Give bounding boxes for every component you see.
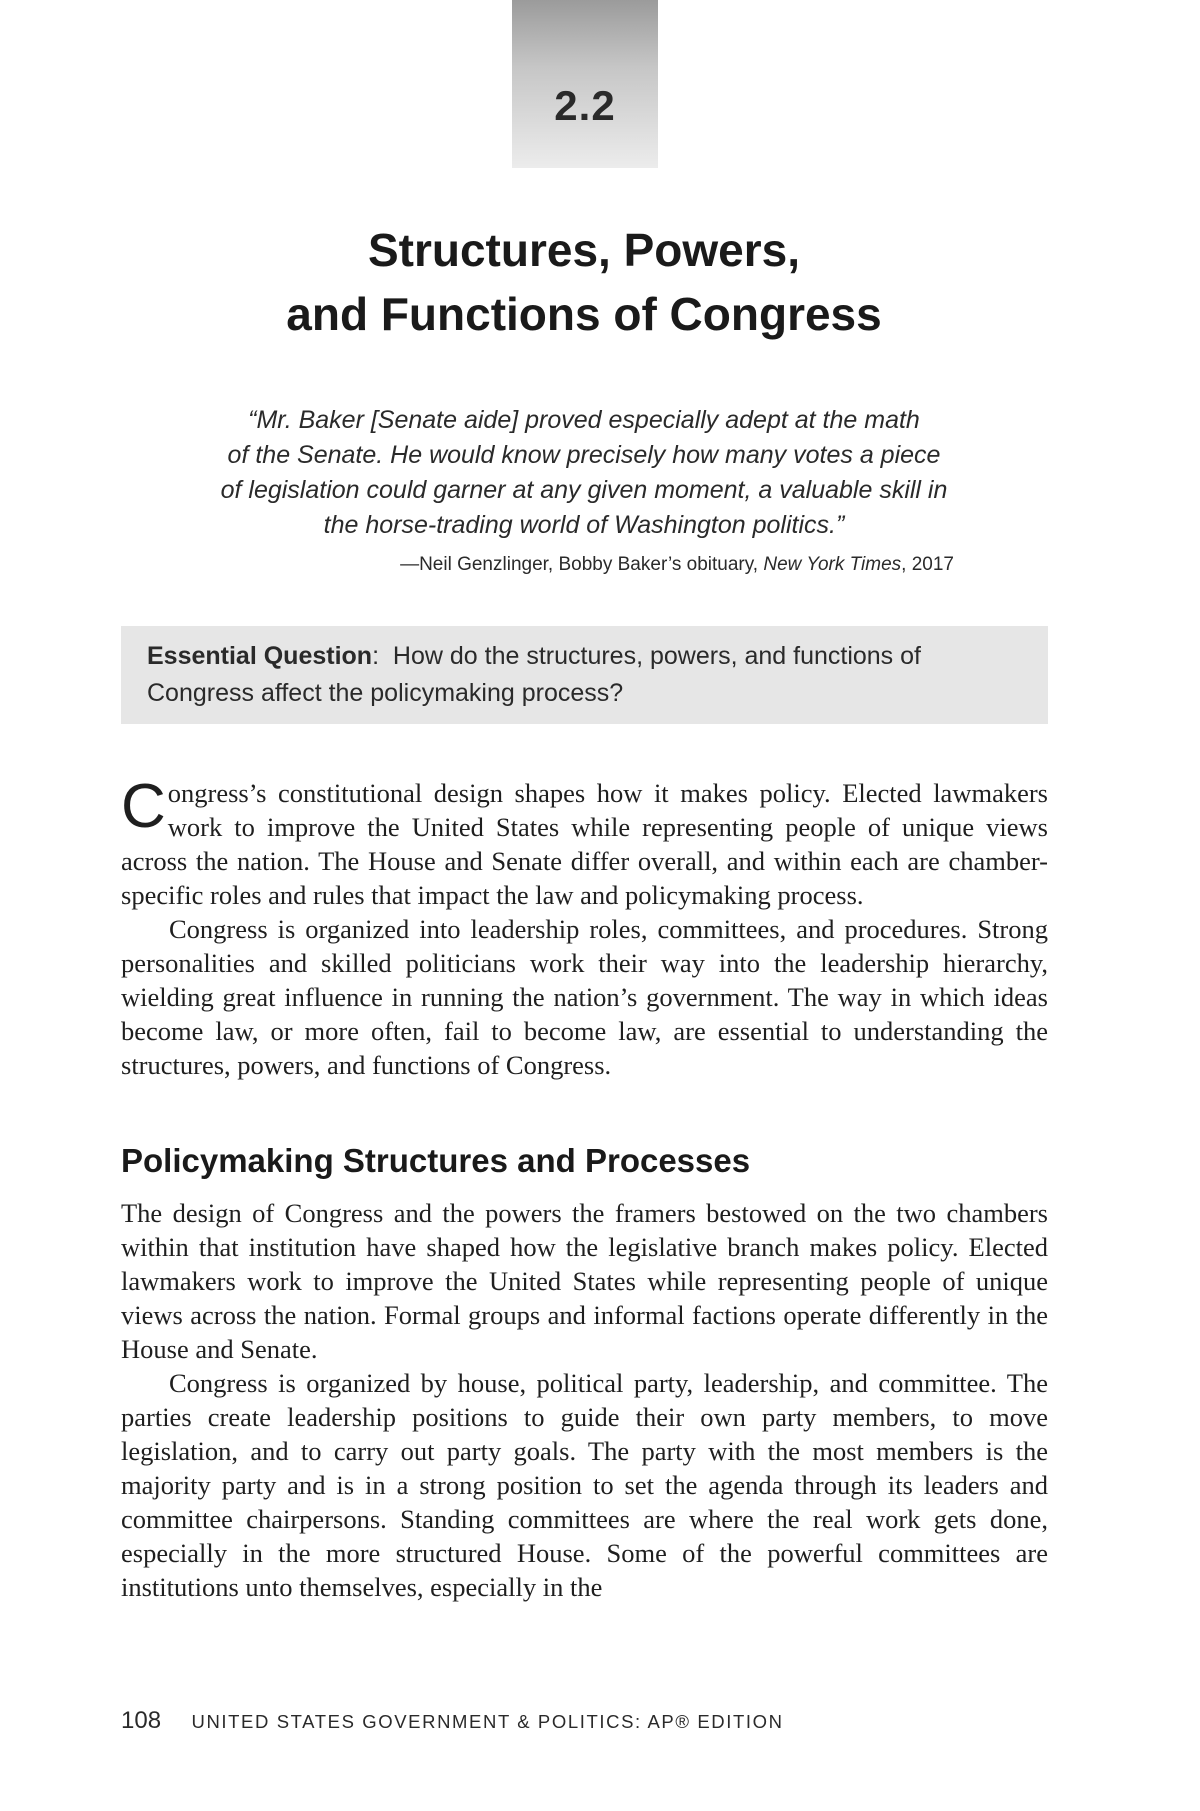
intro-text	[121, 772, 1048, 1082]
chapter-title-line-2: and Functions of Congress	[286, 288, 882, 340]
book-title: UNITED STATES GOVERNMENT & POLITICS: AP® EDITION	[191, 1711, 784, 1732]
page-number: 108	[121, 1707, 162, 1734]
epigraph-line: the horse-trading world of Washington politics.”	[323, 511, 845, 539]
page-footer	[121, 1707, 784, 1735]
essential-question-label: Essential Question	[147, 642, 373, 670]
drop-cap: C	[121, 772, 166, 841]
section-paragraph-2: Congress is organized by house, political party, leadership, and committee. The parties create leadership positions to guide their own party members, to move legislation, and to carry out party goals. The party with the most members is the majority party and is in a strong position to set the agenda through its leaders and committee chairpersons. Standing committees are where the real work gets done, especially in the more structured House. Some of the powerful committees are institutions unto themselves, especially in the	[121, 1368, 1048, 1602]
intro-paragraph-2: Congress is organized into leadership roles, committees, and procedures. Strong personalities and skilled politicians work their way into the leadership hierarchy, wielding great influence in running the nation’s government. The way in which ideas become law, or more often, fail to become law, are essential to understanding the structures, powers, and functions of Congress.	[121, 914, 1048, 1080]
epigraph-line: of the Senate. He would know precisely how many votes a piece	[227, 441, 941, 469]
epigraph-quote	[120, 403, 1048, 543]
epigraph-line: “Mr. Baker [Senate aide] proved especially adept at the math	[248, 406, 920, 434]
attribution-source: New York Times	[763, 554, 902, 575]
intro-paragraph-1	[121, 772, 1048, 912]
section-body-text	[121, 1196, 1048, 1604]
essential-question-separator: :	[372, 642, 380, 670]
intro-paragraph-1-text: ongress’s constitutional design shapes how it makes policy. Elected lawmakers work to improve the United States while representing people of unique views across the nation. The House and Senate differ overall, and within each are chamber-specific roles and rules that impact the law and policymaking process.	[121, 778, 1048, 910]
epigraph-attribution	[120, 554, 954, 576]
section-number: 2.2	[554, 82, 616, 129]
essential-question-text: How do the structures, powers, and functions of Congress affect the policymaking process?	[147, 642, 921, 707]
attribution-prefix: —Neil Genzlinger, Bobby Baker’s obituary,	[400, 554, 764, 575]
section-heading: Policymaking Structures and Processes	[121, 1142, 751, 1179]
section-paragraph-1: The design of Congress and the powers the framers bestowed on the two chambers within that institution have shaped how the legislative branch makes policy. Elected lawmakers work to improve the United States while representing people of unique views across the nation. Formal groups and informal factions operate differently in the House and Senate.	[121, 1198, 1048, 1364]
chapter-title	[120, 218, 1048, 346]
chapter-title-line-1: Structures, Powers,	[367, 224, 801, 276]
epigraph-line: of legislation could garner at any given moment, a valuable skill in	[220, 476, 948, 504]
attribution-suffix: , 2017	[901, 554, 954, 575]
section-tab	[512, 0, 658, 168]
essential-question-box	[121, 626, 1048, 724]
